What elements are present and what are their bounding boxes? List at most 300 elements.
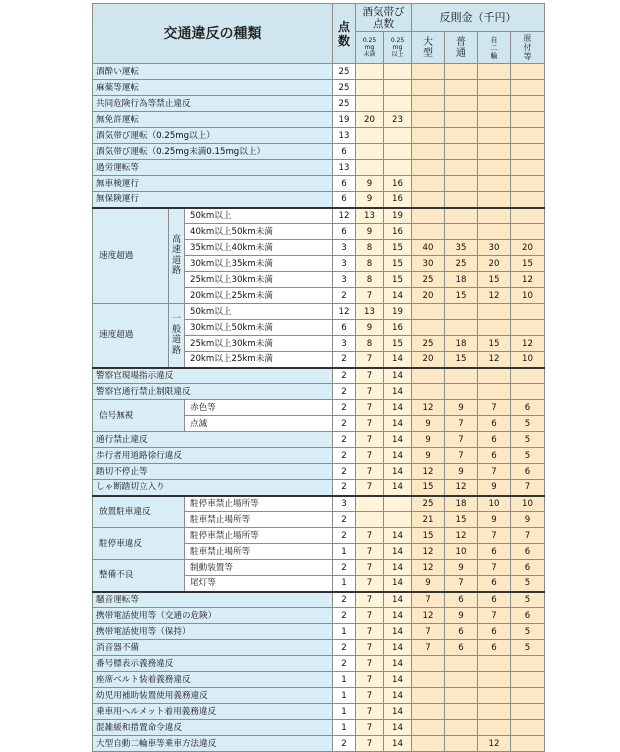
fine-regular-value <box>445 656 478 672</box>
fine-moped-value: 10 <box>511 288 545 304</box>
fine-regular-value: 15 <box>445 512 478 528</box>
alcohol-low-value: 7 <box>356 480 384 496</box>
table-row <box>93 160 545 176</box>
alcohol-high-value: 14 <box>384 640 412 656</box>
violation-sub-label: 点滅 <box>185 416 333 432</box>
fine-moped-value <box>511 384 545 400</box>
alcohol-high-value: 14 <box>384 480 412 496</box>
vehicle-motorcycle-header: 自 二 輪 <box>478 32 511 64</box>
fine-large-value: 25 <box>412 272 445 288</box>
points-value: 6 <box>333 224 356 240</box>
fine-motorcycle-value <box>478 112 511 128</box>
fine-moped-value: 6 <box>511 464 545 480</box>
fine-regular-value: 25 <box>445 256 478 272</box>
violation-label: 大型自動二輪車等乗車方法違反 <box>93 736 333 752</box>
alcohol-low-value: 13 <box>356 304 384 320</box>
points-value: 2 <box>333 464 356 480</box>
fine-regular-value <box>445 96 478 112</box>
points-value: 2 <box>333 400 356 416</box>
table-row <box>93 80 545 96</box>
road-type-label <box>169 208 185 304</box>
points-value: 1 <box>333 544 356 560</box>
fine-large-value: 9 <box>412 432 445 448</box>
alcohol-low-value: 7 <box>356 656 384 672</box>
table-row <box>93 176 545 192</box>
fine-moped-value <box>511 672 545 688</box>
fine-motorcycle-value <box>478 384 511 400</box>
fine-large-value <box>412 128 445 144</box>
fine-regular-value: 9 <box>445 464 478 480</box>
points-value: 1 <box>333 672 356 688</box>
fine-motorcycle-value <box>478 320 511 336</box>
road-type-label <box>169 304 185 368</box>
fine-motorcycle-value: 9 <box>478 512 511 528</box>
fine-moped-value: 9 <box>511 512 545 528</box>
fine-motorcycle-value <box>478 96 511 112</box>
alcohol-points-header: 酒気帯び 点数 <box>356 4 412 32</box>
fine-motorcycle-value: 10 <box>478 496 511 512</box>
fine-motorcycle-value: 12 <box>478 288 511 304</box>
fine-regular-value <box>445 80 478 96</box>
alcohol-low-value <box>356 512 384 528</box>
fine-regular-value: 7 <box>445 448 478 464</box>
points-value: 1 <box>333 688 356 704</box>
fine-moped-value: 15 <box>511 256 545 272</box>
alcohol-low-value: 7 <box>356 576 384 592</box>
fine-regular-value <box>445 384 478 400</box>
alcohol-low-value: 7 <box>356 720 384 736</box>
fine-regular-value <box>445 224 478 240</box>
fine-regular-value <box>445 64 478 80</box>
fine-large-value <box>412 672 445 688</box>
alcohol-high-value: 14 <box>384 448 412 464</box>
alcohol-high-value: 16 <box>384 320 412 336</box>
alcohol-high-value <box>384 144 412 160</box>
alcohol-low-value: 9 <box>356 224 384 240</box>
violation-sub-label: 制動装置等 <box>185 560 333 576</box>
fine-moped-value: 5 <box>511 448 545 464</box>
alcohol-low-value: 20 <box>356 112 384 128</box>
points-value: 13 <box>333 128 356 144</box>
violation-sub-label: 駐車禁止場所等 <box>185 512 333 528</box>
fine-moped-value: 6 <box>511 400 545 416</box>
fine-large-value: 12 <box>412 560 445 576</box>
fine-moped-value <box>511 64 545 80</box>
table-row <box>93 704 545 720</box>
fine-moped-value: 5 <box>511 624 545 640</box>
fine-large-value: 12 <box>412 464 445 480</box>
fine-motorcycle-value: 7 <box>478 608 511 624</box>
alcohol-high-value: 15 <box>384 336 412 352</box>
points-value: 12 <box>333 208 356 224</box>
points-value: 2 <box>333 288 356 304</box>
alcohol-low-value: 7 <box>356 384 384 400</box>
points-value: 6 <box>333 144 356 160</box>
points-value: 25 <box>333 64 356 80</box>
fine-large-value <box>412 80 445 96</box>
violation-sub-label: 50km以上 <box>185 208 333 224</box>
fine-motorcycle-value <box>478 720 511 736</box>
alcohol-low-value: 7 <box>356 448 384 464</box>
violation-group-label: 放置駐車違反 <box>93 496 185 528</box>
vehicle-regular-header: 普 通 <box>445 32 478 64</box>
violation-label: 携帯電話使用等（交通の危険） <box>93 608 333 624</box>
points-value: 2 <box>333 352 356 368</box>
fine-large-value: 40 <box>412 240 445 256</box>
fine-regular-value: 18 <box>445 336 478 352</box>
alcohol-low-value <box>356 496 384 512</box>
violation-label: 過労運転等 <box>93 160 333 176</box>
fine-regular-value: 9 <box>445 400 478 416</box>
fine-moped-value <box>511 208 545 224</box>
points-value: 6 <box>333 176 356 192</box>
fine-motorcycle-value <box>478 128 511 144</box>
points-value: 2 <box>333 560 356 576</box>
points-value: 3 <box>333 256 356 272</box>
fine-regular-value: 6 <box>445 624 478 640</box>
alcohol-high-value: 16 <box>384 224 412 240</box>
alcohol-high-value: 19 <box>384 304 412 320</box>
fine-regular-value <box>445 720 478 736</box>
alcohol-high-value: 14 <box>384 416 412 432</box>
fine-moped-value <box>511 688 545 704</box>
alcohol-high-value: 23 <box>384 112 412 128</box>
fine-moped-value <box>511 704 545 720</box>
violation-label: 警察官通行禁止制限違反 <box>93 384 333 400</box>
fine-moped-value <box>511 160 545 176</box>
fine-large-value <box>412 384 445 400</box>
fine-large-value <box>412 304 445 320</box>
fine-moped-value: 5 <box>511 592 545 608</box>
alcohol-low-value: 7 <box>356 608 384 624</box>
fine-moped-value: 6 <box>511 544 545 560</box>
fine-motorcycle-value: 7 <box>478 400 511 416</box>
fine-motorcycle-value <box>478 672 511 688</box>
fine-motorcycle-value: 12 <box>478 736 511 752</box>
violation-label: 酒気帯び運転（0.25mg未満0.15mg以上） <box>93 144 333 160</box>
fine-moped-value <box>511 304 545 320</box>
table-row <box>93 528 545 544</box>
fine-regular-value: 15 <box>445 352 478 368</box>
fine-large-value: 9 <box>412 448 445 464</box>
alcohol-high-value: 16 <box>384 176 412 192</box>
fine-regular-value <box>445 208 478 224</box>
fine-moped-value <box>511 144 545 160</box>
fine-motorcycle-value <box>478 304 511 320</box>
points-value: 13 <box>333 160 356 176</box>
fine-regular-value: 12 <box>445 480 478 496</box>
fine-moped-value <box>511 96 545 112</box>
points-value: 2 <box>333 416 356 432</box>
fine-moped-value: 7 <box>511 528 545 544</box>
points-value: 2 <box>333 448 356 464</box>
fine-large-value <box>412 368 445 384</box>
alcohol-low-value: 7 <box>356 560 384 576</box>
alcohol-high-value: 14 <box>384 688 412 704</box>
fine-large-value: 15 <box>412 480 445 496</box>
alcohol-high-value: 14 <box>384 592 412 608</box>
fine-large-value <box>412 704 445 720</box>
violation-sub-label: 駐車禁止場所等 <box>185 544 333 560</box>
violation-sub-label: 20km以上25km未満 <box>185 288 333 304</box>
violation-label: 無保険運行 <box>93 192 333 208</box>
violation-sub-label: 30km以上35km未満 <box>185 256 333 272</box>
points-value: 2 <box>333 656 356 672</box>
table-row <box>93 688 545 704</box>
fine-moped-value <box>511 368 545 384</box>
fine-motorcycle-value <box>478 80 511 96</box>
fine-motorcycle-value <box>478 688 511 704</box>
alcohol-high-value: 14 <box>384 528 412 544</box>
points-value: 3 <box>333 272 356 288</box>
points-value: 2 <box>333 640 356 656</box>
fine-large-value: 12 <box>412 400 445 416</box>
fine-regular-value <box>445 176 478 192</box>
points-value: 2 <box>333 592 356 608</box>
alcohol-low-value: 7 <box>356 416 384 432</box>
alcohol-low-value: 7 <box>356 432 384 448</box>
alcohol-high-value: 15 <box>384 240 412 256</box>
road-type-text: 高 速 道 路 <box>171 234 181 277</box>
fine-moped-value: 10 <box>511 496 545 512</box>
fine-moped-value <box>511 720 545 736</box>
table-row <box>93 304 545 320</box>
fine-moped-value: 12 <box>511 336 545 352</box>
table-row <box>93 96 545 112</box>
fine-moped-value: 7 <box>511 480 545 496</box>
violation-group-label: 速度超過 <box>93 208 169 304</box>
alcohol-high-value: 14 <box>384 432 412 448</box>
fine-large-value: 21 <box>412 512 445 528</box>
alcohol-low-value <box>356 144 384 160</box>
table-row <box>93 624 545 640</box>
violation-label: 踏切不停止等 <box>93 464 333 480</box>
fine-regular-value: 10 <box>445 544 478 560</box>
alcohol-low-value: 7 <box>356 640 384 656</box>
alcohol-high-value <box>384 96 412 112</box>
alcohol-low-value <box>356 96 384 112</box>
vehicle-moped-header: 原 付 等 <box>511 32 545 64</box>
table-row <box>93 672 545 688</box>
fine-regular-value: 18 <box>445 496 478 512</box>
violation-sub-label: 50km以上 <box>185 304 333 320</box>
alcohol-low-value: 8 <box>356 272 384 288</box>
alcohol-high-value: 14 <box>384 352 412 368</box>
fine-motorcycle-value: 6 <box>478 624 511 640</box>
table-row <box>93 640 545 656</box>
fine-large-value: 15 <box>412 528 445 544</box>
alcohol-high-value <box>384 80 412 96</box>
fine-large-value: 7 <box>412 640 445 656</box>
fine-large-value <box>412 96 445 112</box>
points-value: 19 <box>333 112 356 128</box>
fine-motorcycle-value: 9 <box>478 480 511 496</box>
fine-regular-value <box>445 688 478 704</box>
points-value: 2 <box>333 384 356 400</box>
alcohol-high-value: 14 <box>384 400 412 416</box>
fine-motorcycle-value <box>478 208 511 224</box>
fine-motorcycle-value: 30 <box>478 240 511 256</box>
alcohol-high-value: 14 <box>384 624 412 640</box>
violation-group-label: 速度超過 <box>93 304 169 368</box>
table-row <box>93 592 545 608</box>
alcohol-high-value <box>384 128 412 144</box>
points-value: 3 <box>333 496 356 512</box>
fine-moped-value: 5 <box>511 432 545 448</box>
fine-motorcycle-value <box>478 224 511 240</box>
fine-motorcycle-value: 15 <box>478 272 511 288</box>
fine-moped-value: 5 <box>511 640 545 656</box>
alcohol-high-value: 14 <box>384 384 412 400</box>
violation-label: 乗車用ヘルメット着用義務違反 <box>93 704 333 720</box>
alcohol-high-value: 15 <box>384 256 412 272</box>
alcohol-low-value: 7 <box>356 352 384 368</box>
road-type-text: 一 般 道 路 <box>171 314 181 356</box>
violation-label: 騒音運転等 <box>93 592 333 608</box>
fine-regular-value: 6 <box>445 640 478 656</box>
violation-label: 携帯電話使用等（保持） <box>93 624 333 640</box>
alcohol-low-value <box>356 160 384 176</box>
fine-motorcycle-value: 6 <box>478 592 511 608</box>
fine-large-value: 9 <box>412 416 445 432</box>
points-value: 2 <box>333 736 356 752</box>
table-row <box>93 480 545 496</box>
fine-large-value <box>412 64 445 80</box>
alcohol-low-value: 8 <box>356 256 384 272</box>
fine-motorcycle-value: 6 <box>478 576 511 592</box>
points-value: 2 <box>333 368 356 384</box>
points-value: 3 <box>333 240 356 256</box>
fine-moped-value <box>511 176 545 192</box>
alcohol-high-value <box>384 160 412 176</box>
violation-label: 消音器不備 <box>93 640 333 656</box>
points-value: 1 <box>333 576 356 592</box>
alcohol-low-value: 7 <box>356 672 384 688</box>
alcohol-low-value: 7 <box>356 704 384 720</box>
violation-label: 通行禁止違反 <box>93 432 333 448</box>
violation-label: 酒気帯び運転（0.25mg以上） <box>93 128 333 144</box>
points-header: 点 数 <box>333 4 356 64</box>
points-value: 1 <box>333 720 356 736</box>
fine-large-value: 12 <box>412 544 445 560</box>
fine-large-value: 20 <box>412 288 445 304</box>
fine-regular-value <box>445 368 478 384</box>
alcohol-high-value: 14 <box>384 672 412 688</box>
alcohol-high-value: 19 <box>384 208 412 224</box>
fine-large-value <box>412 112 445 128</box>
alcohol-high-value: 14 <box>384 736 412 752</box>
table-row <box>93 736 545 752</box>
fine-large-value <box>412 736 445 752</box>
alcohol-high-value: 14 <box>384 560 412 576</box>
fine-large-value <box>412 144 445 160</box>
fine-motorcycle-value <box>478 368 511 384</box>
violation-label: 無免許運転 <box>93 112 333 128</box>
fine-large-value: 7 <box>412 592 445 608</box>
alcohol-low-value: 7 <box>356 688 384 704</box>
table-row <box>93 192 545 208</box>
violation-label: 酒酔い運転 <box>93 64 333 80</box>
violation-label: 共同危険行為等禁止違反 <box>93 96 333 112</box>
alcohol-low-value: 9 <box>356 320 384 336</box>
table-row <box>93 208 545 224</box>
fine-moped-value: 5 <box>511 416 545 432</box>
table-row <box>93 128 545 144</box>
fine-regular-value <box>445 736 478 752</box>
fine-motorcycle-value: 6 <box>478 640 511 656</box>
fine-moped-value <box>511 736 545 752</box>
alcohol-high-value: 14 <box>384 464 412 480</box>
fine-regular-value <box>445 160 478 176</box>
alcohol-high-value: 14 <box>384 656 412 672</box>
table-row <box>93 432 545 448</box>
violation-label: 歩行者用道路徐行違反 <box>93 448 333 464</box>
alcohol-high-value <box>384 496 412 512</box>
fine-moped-value <box>511 80 545 96</box>
table-row <box>93 464 545 480</box>
fine-motorcycle-value: 6 <box>478 448 511 464</box>
fine-motorcycle-value: 6 <box>478 416 511 432</box>
table-row <box>93 64 545 80</box>
fine-large-value <box>412 192 445 208</box>
alcohol-low-value: 7 <box>356 528 384 544</box>
fine-large-value <box>412 224 445 240</box>
violation-sub-label: 40km以上50km未満 <box>185 224 333 240</box>
alcohol-low-value: 8 <box>356 336 384 352</box>
table-row <box>93 656 545 672</box>
fine-moped-value <box>511 224 545 240</box>
fine-motorcycle-value <box>478 64 511 80</box>
points-value: 1 <box>333 704 356 720</box>
violation-label: 警察官現場指示違反 <box>93 368 333 384</box>
fine-regular-value: 7 <box>445 432 478 448</box>
points-value: 2 <box>333 512 356 528</box>
fine-large-value <box>412 176 445 192</box>
fine-moped-value <box>511 192 545 208</box>
fine-motorcycle-value: 20 <box>478 256 511 272</box>
fine-regular-value: 18 <box>445 272 478 288</box>
points-value: 25 <box>333 80 356 96</box>
table-row <box>93 608 545 624</box>
fine-motorcycle-value: 6 <box>478 544 511 560</box>
points-value: 2 <box>333 432 356 448</box>
violation-label: 番号標表示義務違反 <box>93 656 333 672</box>
fine-motorcycle-value: 7 <box>478 560 511 576</box>
fine-large-value: 12 <box>412 608 445 624</box>
alcohol-low-value: 7 <box>356 736 384 752</box>
fine-large-value: 7 <box>412 624 445 640</box>
fine-motorcycle-value: 15 <box>478 336 511 352</box>
fine-regular-value: 35 <box>445 240 478 256</box>
table-row <box>93 720 545 736</box>
fine-large-value: 30 <box>412 256 445 272</box>
alcohol-low-value: 7 <box>356 544 384 560</box>
alcohol-high-value <box>384 512 412 528</box>
fine-motorcycle-value: 6 <box>478 432 511 448</box>
alcohol-low-value: 7 <box>356 592 384 608</box>
fine-motorcycle-value: 7 <box>478 528 511 544</box>
fine-regular-value <box>445 704 478 720</box>
fine-regular-value <box>445 672 478 688</box>
alcohol-low-value: 8 <box>356 240 384 256</box>
table-row <box>93 448 545 464</box>
points-value: 6 <box>333 192 356 208</box>
violation-label: 座席ベルト装着義務違反 <box>93 672 333 688</box>
alcohol-high-value: 14 <box>384 576 412 592</box>
alcohol-low-value: 9 <box>356 192 384 208</box>
fine-motorcycle-value <box>478 144 511 160</box>
alcohol-high-value: 16 <box>384 192 412 208</box>
